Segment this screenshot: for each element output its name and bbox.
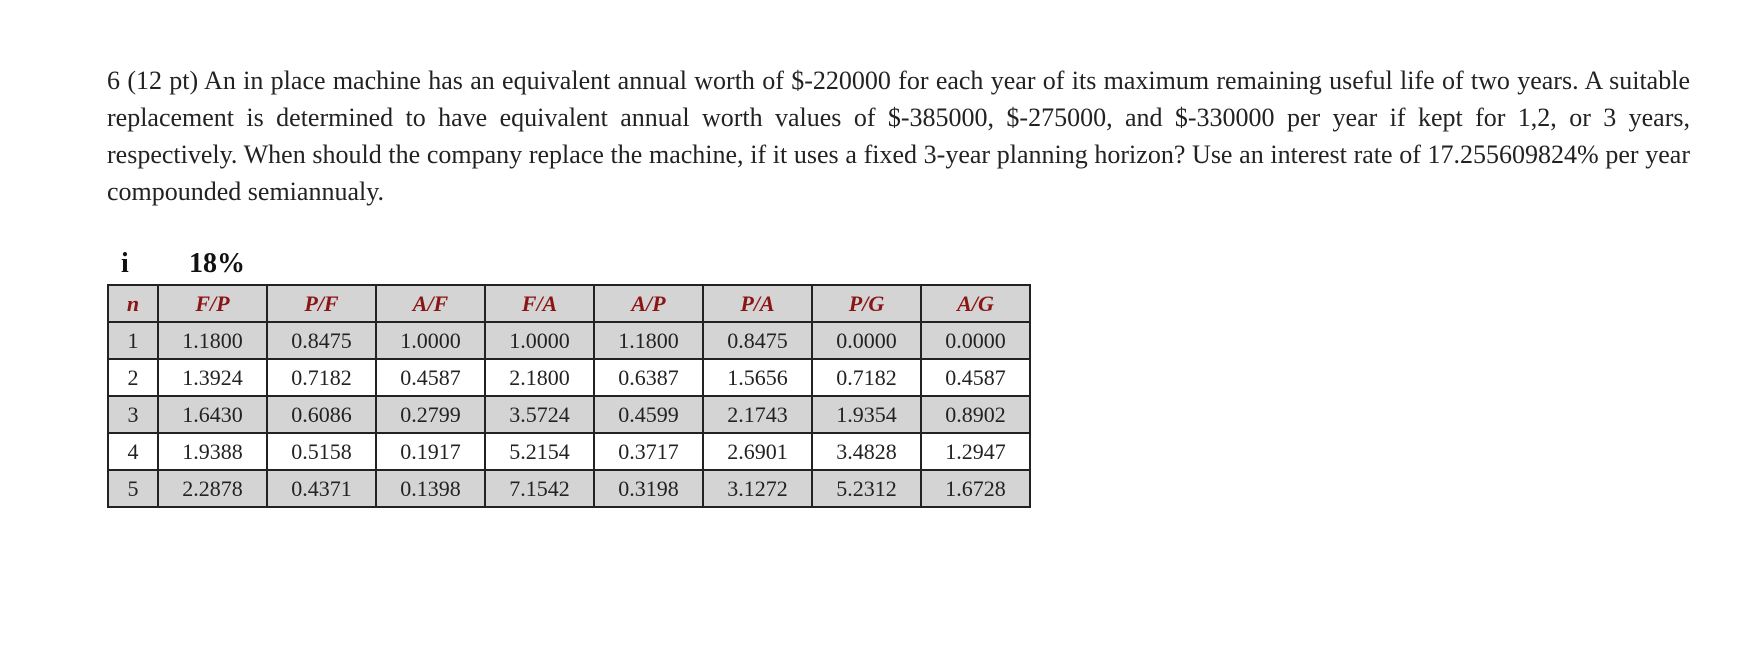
table-cell: 3.1272 [703,470,812,507]
table-cell: 0.3717 [594,433,703,470]
table-cell-n: 1 [108,322,158,359]
table-cell: 0.2799 [376,396,485,433]
table-cell: 0.4587 [376,359,485,396]
table-row [108,322,1030,359]
table-cell: 1.9388 [158,433,267,470]
table-cell: 1.5656 [703,359,812,396]
interest-rate-label: i [121,248,129,279]
header-a-g: A/G [921,285,1030,322]
table-cell: 0.1917 [376,433,485,470]
table-cell: 1.1800 [158,322,267,359]
interest-rate-value: 18% [189,248,245,279]
table-cell: 5.2154 [485,433,594,470]
table-cell: 1.1800 [594,322,703,359]
table-cell: 0.8475 [703,322,812,359]
table-cell: 0.4587 [921,359,1030,396]
table-cell: 1.9354 [812,396,921,433]
header-p-a: P/A [703,285,812,322]
table-row [108,470,1030,507]
table-header-row [108,285,1030,322]
table-cell: 2.2878 [158,470,267,507]
table-cell: 0.0000 [812,322,921,359]
table-cell: 0.8902 [921,396,1030,433]
table-cell: 0.5158 [267,433,376,470]
table-cell: 1.6430 [158,396,267,433]
table-cell: 2.6901 [703,433,812,470]
table-cell-n: 2 [108,359,158,396]
table-cell: 0.6387 [594,359,703,396]
table-cell: 2.1800 [485,359,594,396]
table-cell: 0.1398 [376,470,485,507]
table-cell: 5.2312 [812,470,921,507]
header-a-f: A/F [376,285,485,322]
interest-factor-table [107,284,1031,508]
table-cell: 0.7182 [267,359,376,396]
table-row [108,359,1030,396]
table-cell: 0.6086 [267,396,376,433]
question-text: 6 (12 pt) An in place machine has an equivalent annual worth of $-220000 for each year of its maximum remaining useful life of two years. A suitable replacement is determined to have equivalent annual worth values of $-385000, $-275000, and $-330000 per year if kept for 1,2, or 3 years, respectively. When should the company replace the machine, if it uses a fixed 3-year planning horizon? Use an interest rate of 17.255609824% per year compounded semiannualy. [107,66,1690,206]
header-p-f: P/F [267,285,376,322]
table-cell-n: 3 [108,396,158,433]
table-cell: 1.0000 [376,322,485,359]
table-cell: 1.2947 [921,433,1030,470]
table-cell-n: 4 [108,433,158,470]
table-cell: 1.0000 [485,322,594,359]
table-cell-n: 5 [108,470,158,507]
table-row [108,396,1030,433]
table-cell: 0.3198 [594,470,703,507]
header-p-g: P/G [812,285,921,322]
table-cell: 0.4599 [594,396,703,433]
table-cell: 0.8475 [267,322,376,359]
header-f-p: F/P [158,285,267,322]
table-cell: 3.5724 [485,396,594,433]
table-cell: 0.0000 [921,322,1030,359]
table-cell: 7.1542 [485,470,594,507]
table-row [108,433,1030,470]
header-f-a: F/A [485,285,594,322]
table-cell: 3.4828 [812,433,921,470]
header-a-p: A/P [594,285,703,322]
table-cell: 1.6728 [921,470,1030,507]
table-cell: 0.4371 [267,470,376,507]
header-n: n [108,285,158,322]
table-cell: 1.3924 [158,359,267,396]
table-cell: 2.1743 [703,396,812,433]
table-cell: 0.7182 [812,359,921,396]
